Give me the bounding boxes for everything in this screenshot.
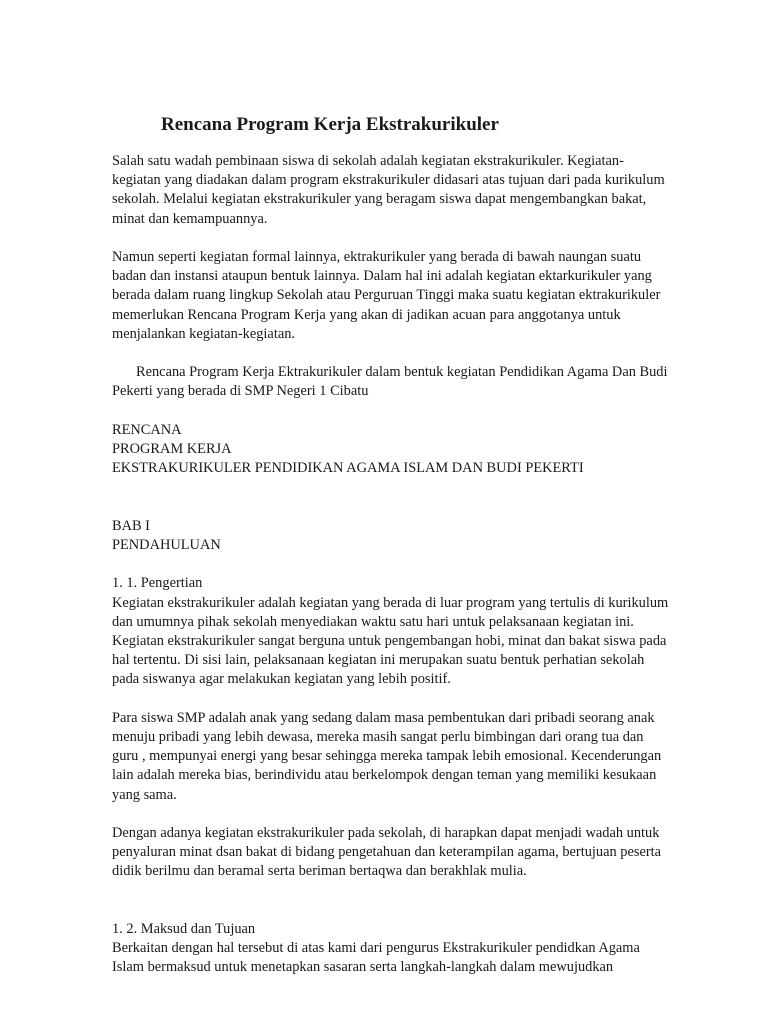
spacer <box>112 555 672 574</box>
intro-paragraph-2: Namun seperti kegiatan formal lainnya, ektrakurikuler yang berada di bawah naungan suatu badan dan instansi ataupun bentuk lainnya. Dalam hal ini adalah kegiatan ektarkurikuler yang berada dalam ruang lingkup Sekolah atau Perguruan Tinggi maka suatu kegiatan ektrakurikuler memerlukan Rencana Program Kerja yang akan di jadikan acuan para anggotanya untuk menjalankan kegiatan-kegiatan. <box>112 249 661 342</box>
chapter-title: PENDAHULUAN <box>112 537 221 553</box>
section-2-heading: 1. 2. Maksud dan Tujuan <box>112 921 256 937</box>
intro-paragraph-3: Rencana Program Kerja Ektrakurikuler dalam bentuk kegiatan Pendidikan Agama Dan Budi Pekerti yang berada di SMP Negeri 1 Cibatu <box>112 364 668 400</box>
spacer <box>112 344 672 363</box>
heading-line-1: RENCANA <box>112 421 182 438</box>
section-1-heading: 1. 1. Pengertian <box>112 575 203 592</box>
spacer <box>112 478 672 516</box>
heading-line-3: EKSTRAKURIKULER PENDIDIKAN AGAMA ISLAM DAN BUDI PEKERTI <box>112 460 584 477</box>
section-1-paragraph-2: Para siswa SMP adalah anak yang sedang dalam masa pembentukan dari pribadi seorang anak menuju pribadi yang lebih dewasa, mereka masih sangat perlu bimbingan dari orang tua dan guru , mempunyai energi yang besar sehingga mereka tampak lebih emosional. Kecenderungan lain adalah mereka bias, berindividu atau berkelompok dengan teman yang memiliki kesukaan yang sama. <box>112 709 662 803</box>
spacer <box>112 690 672 709</box>
section-1-paragraph-1: Kegiatan ekstrakurikuler adalah kegiatan yang berada di luar program yang tertulis di kurikulum dan umumnya pihak sekolah menyediakan waktu satu hari untuk pelaksanaan kegiatan ini. Kegiatan ekstrakurikuler sangat berguna untuk pengembangan hobi, minat dan bakat siswa pada hal tertentu. Di sisi lain, pelaksanaan kegiatan ini merupakan suatu bentuk perhatian sekolah pada siswanya agar melakukan kegiatan yang lebih positif. <box>112 594 669 688</box>
spacer <box>112 805 672 824</box>
chapter-number: BAB I <box>112 517 150 534</box>
spacer <box>112 882 672 920</box>
heading-line-2: PROGRAM KERJA <box>112 441 232 457</box>
document-body <box>112 152 672 978</box>
section-2-paragraph-1: Berkaitan dengan hal tersebut di atas kami dari pengurus Ekstrakurikuler pendidkan Agama Islam bermaksud untuk menetapkan sasaran serta langkah-langkah dalam mewujudkan <box>112 940 640 976</box>
document-title: Rencana Program Kerja Ekstrakurikuler <box>161 114 499 135</box>
section-1-paragraph-3: Dengan adanya kegiatan ekstrakurikuler pada sekolah, di harapkan dapat menjadi wadah untuk penyaluran minat dsan bakat di bidang pengetahuan dan keterampilan agama, bertujuan peserta didik berilmu dan beramal serta beriman bertaqwa dan berakhlak mulia. <box>112 825 662 880</box>
intro-paragraph-1: Salah satu wadah pembinaan siswa di sekolah adalah kegiatan ekstrakurikuler. Kegiatan-kegiatan yang diadakan dalam program ekstrakurikuler didasari atas tujuan dari pada kurikulum sekolah. Melalui kegiatan ekstrakurikuler yang beragam siswa dapat mengembangkan bakat, minat dan kemampuannya. <box>112 153 665 227</box>
spacer <box>112 402 672 421</box>
spacer <box>112 229 672 248</box>
